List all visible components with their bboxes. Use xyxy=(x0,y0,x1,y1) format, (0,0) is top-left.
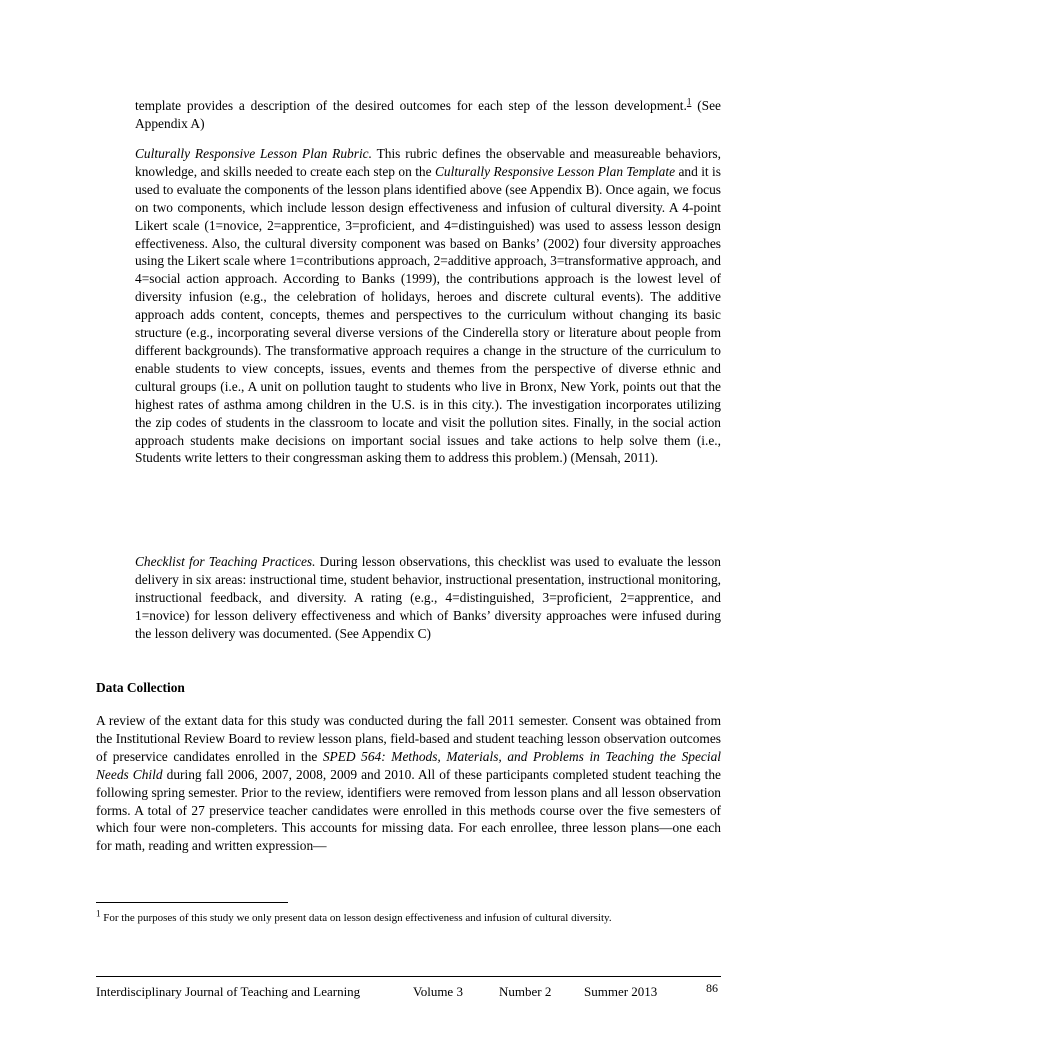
footer-volume: Volume 3 xyxy=(413,984,463,999)
paragraph-lead-in: Culturally Responsive Lesson Plan Rubric. xyxy=(135,146,372,161)
footnote xyxy=(96,908,721,927)
footnote-divider xyxy=(96,902,288,903)
footnote-marker: 1 xyxy=(96,908,101,919)
footer-divider xyxy=(96,976,721,977)
paragraph-italic-course: SPED 564: Methods, Materials, and Problems in Teaching the Special Needs Child xyxy=(96,748,721,782)
footnote-text: For the purposes of this study we only present data on lesson design effectiveness and infusion of cultural diversity. xyxy=(100,912,612,924)
paragraph-text: template provides a description of the desired outcomes for each step of the lesson development. xyxy=(135,98,687,113)
paragraph-checklist xyxy=(135,553,721,643)
page-footer xyxy=(96,983,721,1003)
paragraph-template-description xyxy=(135,97,721,133)
paragraph-text: and it is used to evaluate the components of the lesson plans identified above (see Appendix B). Once again, we focus on two components, which include lesson design effectiveness and infusion of cultural diversity. A 4-point Likert scale (1=novice, 2=apprentice, 3=proficient, and 4=distinguished) was used to assess lesson design effectiveness. Also, the cultural diversity component was based on Banks’ (2002) four diversity approaches using the Likert scale where 1=contributions approach, 2=additive approach, 3=transformative approach, and 4=social action approach. According to Banks (1999), the contributions approach is the lowest level of diversity infusion (e.g., the celebration of holidays, heroes and discrete cultural events). The additive approach adds content, concepts, themes and perspectives to the curriculum without changing its basic structure (e.g., incorporating several diverse versions of the Cinderella story or literature about people from different backgrounds). The transformative approach requires a change in the structure of the curriculum to enable students to view concepts, issues, events and themes from the perspective of diverse ethnic and cultural groups (i.e., A unit on pollution taught to students who live in Bronx, New York, points out that the highest rates of asthma among children in the U.S. is in this city.). The investigation incorporates utilizing the zip codes of students in the classroom to locate and visit the pollution sites. Finally, in the social action approach students make decisions on important social issues and take actions to help solve them (i.e., Students write letters to their congressman asking them to address this problem.) (Mensah, 2011). xyxy=(135,163,721,466)
footer-journal-name: Interdisciplinary Journal of Teaching and Learning xyxy=(96,984,361,999)
paragraph-text: During lesson observations, this checklist was used to evaluate the lesson delivery in six areas: instructional time, student behavior, instructional presentation, instructional monitoring, instructional feedback, and diversity. A rating (e.g., 4=distinguished, 3=proficient, 2=apprentice, and 1=novice) for lesson delivery effectiveness and which of Banks’ diversity approaches were infused during the lesson delivery was documented. (See Appendix C) xyxy=(135,554,721,641)
paragraph-text: A review of the extant data for this study was conducted during the fall 2011 semester. Consent was obtained from the Institutional Review Board to review lesson plans, field-based and student teaching lesson observation outcomes of preservice candidates enrolled in the xyxy=(96,713,721,764)
paragraph-rubric xyxy=(135,145,721,467)
footer-issue-number: Number 2 xyxy=(499,984,552,999)
section-heading: Data Collection xyxy=(96,680,185,695)
footer-page-number: 86 xyxy=(706,981,718,995)
paragraph-text: (See Appendix A) xyxy=(135,98,721,131)
paragraph-italic-title: Culturally Responsive Lesson Plan Template xyxy=(434,163,676,179)
paragraph-lead-in: Checklist for Teaching Practices. xyxy=(135,554,316,569)
paragraph-text: This rubric defines the observable and measureable behaviors, knowledge, and skills needed to create each step on the xyxy=(135,146,721,179)
paragraph-text: during fall 2006, 2007, 2008, 2009 and 2010. All of these participants completed student teaching the following spring semester. Prior to the review, identifiers were removed from lesson plans and all lesson observation forms. A total of 27 preservice teacher candidates were enrolled in this methods course over the five semesters of which four were non-completers. This accounts for missing data. For each enrollee, three lesson plans—one each for math, reading and written expression— xyxy=(96,766,721,854)
footer-season: Summer 2013 xyxy=(584,984,658,999)
footnote-reference-link[interactable]: 1 xyxy=(686,96,692,107)
paragraph-data-collection xyxy=(96,712,721,855)
